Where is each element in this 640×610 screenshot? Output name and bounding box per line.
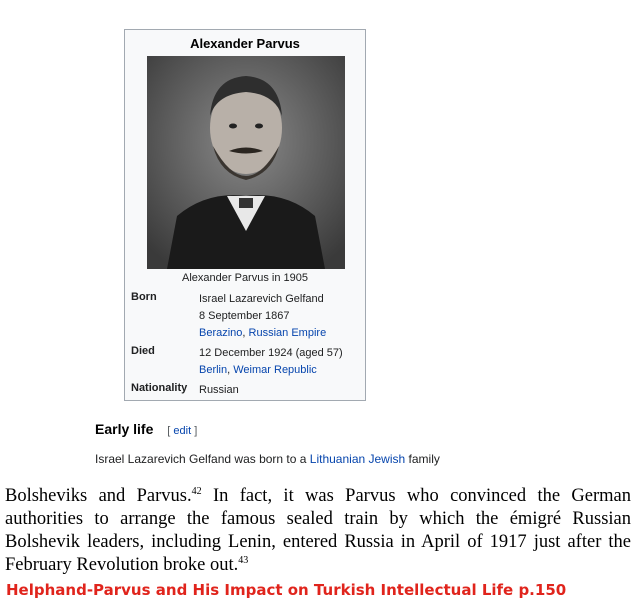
infobox-title: Alexander Parvus: [190, 36, 300, 51]
portrait-photo[interactable]: [147, 56, 345, 269]
born-date: 8 September 1867: [199, 310, 290, 322]
footnote-43: 43: [238, 555, 249, 566]
source-citation: Helphand-Parvus and His Impact on Turkish Intellectual Life p.150: [6, 581, 567, 599]
born-value: [199, 291, 359, 342]
died-date: 12 December 1924 (aged 57): [199, 347, 343, 359]
intro-text-after: family: [405, 452, 440, 466]
section-heading: [95, 421, 197, 437]
book-text-1: Bolsheviks and Parvus.: [5, 486, 192, 506]
infobox: [124, 29, 366, 401]
separator: ,: [227, 364, 234, 376]
book-text-2: In fact, it was Parvus who convinced the German authorities to arrange the famous sealed train by which the émigré Russian Bolshevik leaders, including Lenin, entered Russia in April of 1917 just after the February Revolution broke out.: [5, 486, 631, 575]
link-berazino[interactable]: Berazino: [199, 327, 243, 339]
born-name: Israel Lazarevich Gelfand: [199, 293, 324, 305]
died-label: Died: [131, 345, 155, 357]
edit-section: [167, 425, 197, 437]
book-excerpt: [5, 485, 631, 577]
died-value: [199, 345, 359, 379]
edit-link[interactable]: edit: [173, 425, 192, 437]
link-weimar-republic[interactable]: Weimar Republic: [233, 364, 317, 376]
edit-bracket-open: [: [167, 425, 174, 437]
nationality-value: Russian: [199, 384, 239, 396]
link-berlin[interactable]: Berlin: [199, 364, 228, 376]
edit-bracket-close: ]: [191, 425, 198, 437]
section-title: Early life: [95, 421, 154, 437]
born-place: [199, 325, 359, 342]
link-russian-empire[interactable]: Russian Empire: [248, 327, 327, 339]
footnote-42: 42: [191, 486, 202, 497]
born-label: Born: [131, 291, 157, 303]
intro-sentence: [95, 452, 440, 466]
nationality-label: Nationality: [131, 382, 188, 394]
photo-caption: Alexander Parvus in 1905: [182, 272, 308, 284]
separator: ,: [242, 327, 249, 339]
intro-text-before: Israel Lazarevich Gelfand was born to a: [95, 452, 310, 466]
died-place: [199, 362, 359, 379]
link-lithuanian-jewish[interactable]: Lithuanian Jewish: [309, 452, 406, 466]
